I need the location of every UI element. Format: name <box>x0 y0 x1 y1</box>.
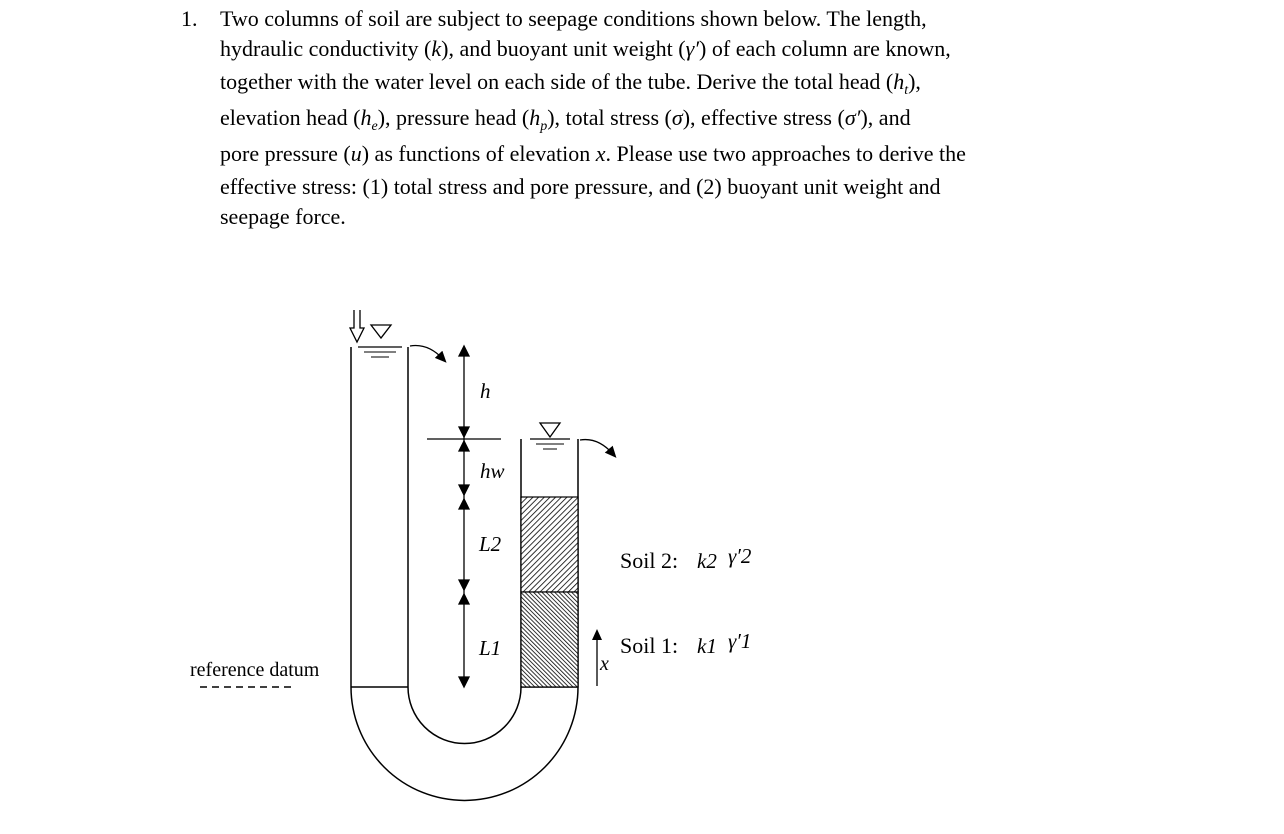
left-overflow-arrow <box>410 346 443 359</box>
soil-1-label: Soil 1: <box>620 633 679 658</box>
soil-2-column <box>521 497 578 592</box>
symbol-h-p: h <box>529 105 541 130</box>
line7-text: seepage force. <box>220 204 346 229</box>
symbol-k: k <box>431 36 442 61</box>
symbol-h-e: h <box>360 105 372 130</box>
reference-datum-label: reference datum <box>190 659 320 681</box>
soil-1-k: k1 <box>697 634 717 658</box>
line4-e: ), and <box>860 105 911 130</box>
label-x: x <box>600 653 609 675</box>
line2-a: hydraulic conductivity ( <box>220 36 432 61</box>
line4-b: ), pressure head ( <box>377 105 530 130</box>
left-water-level-icon <box>350 310 402 357</box>
symbol-sigma-prime: σ′ <box>844 105 861 130</box>
label-h: h <box>480 379 491 403</box>
line3-b: ), <box>908 69 921 94</box>
line5-b: ) as functions of elevation <box>361 141 596 166</box>
line2-b: ), and buoyant unit weight ( <box>441 36 686 61</box>
label-L2: L2 <box>479 532 502 556</box>
line1-text: Two columns of soil are subject to seepage conditions shown below. The length, <box>220 6 927 31</box>
line4-c: ), total stress ( <box>547 105 672 130</box>
soil-1-gamma: γ′1 <box>728 629 752 653</box>
subscript-t: t <box>904 83 909 98</box>
soil-1-column <box>521 592 578 687</box>
line4-a: elevation head ( <box>220 105 361 130</box>
line3-a: together with the water level on each side of the tube. Derive the total head ( <box>220 69 894 94</box>
soil-2-gamma: γ′2 <box>728 544 752 568</box>
u-bend-inner <box>408 687 521 744</box>
left-tube <box>351 347 408 687</box>
subscript-p: p <box>540 119 548 134</box>
line5-a: pore pressure ( <box>220 141 351 166</box>
symbol-u: u <box>350 141 362 166</box>
line4-d: ), effective stress ( <box>682 105 845 130</box>
soil-2-k: k2 <box>697 549 717 573</box>
problem-number: 1. <box>181 6 198 31</box>
line5-c: . Please use two approaches to derive the <box>605 141 966 166</box>
right-water-level-icon <box>530 423 570 449</box>
symbol-h-t: h <box>893 69 905 94</box>
line6-text: effective stress: (1) total stress and pore pressure, and (2) buoyant unit weight and <box>220 174 941 199</box>
symbol-gamma-prime: γ′ <box>685 36 700 61</box>
subscript-e: e <box>371 119 378 134</box>
label-L1: L1 <box>479 636 502 660</box>
line2-c: ) of each column are known, <box>699 36 951 61</box>
label-hw: hw <box>480 459 505 483</box>
symbol-x: x <box>595 141 606 166</box>
soil-2-label: Soil 2: <box>620 548 679 573</box>
right-overflow-arrow <box>580 440 613 454</box>
symbol-sigma: σ <box>671 105 683 130</box>
